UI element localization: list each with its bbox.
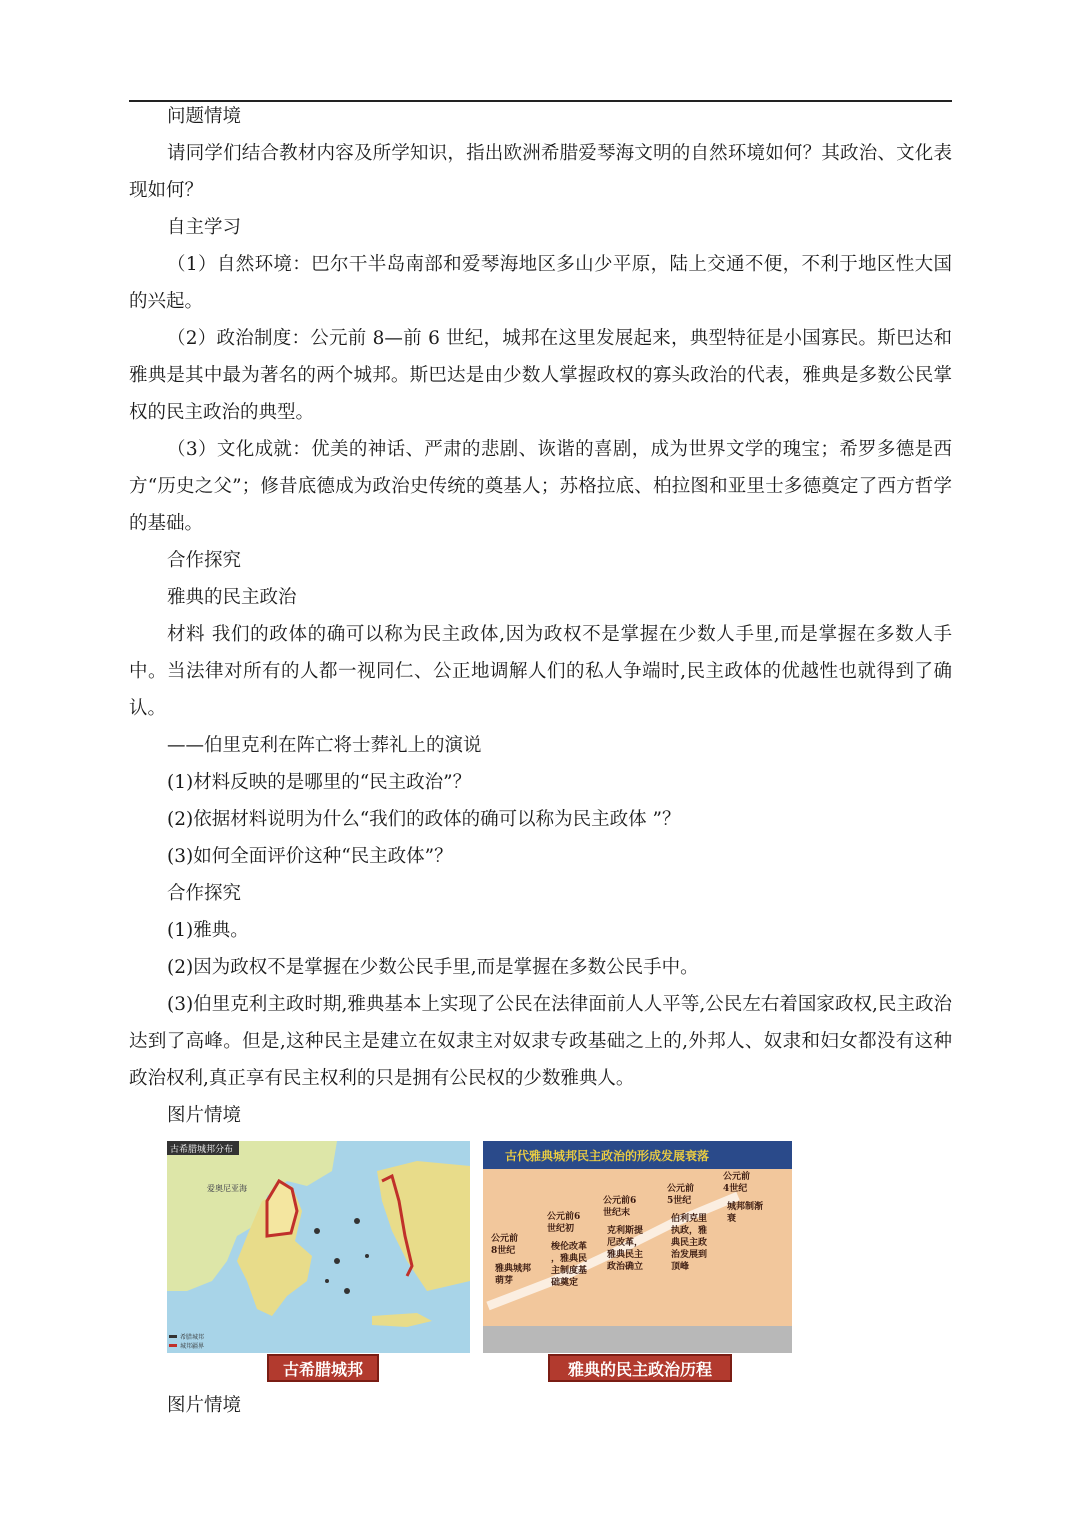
paragraph: 合作探究: [167, 550, 242, 571]
figure-row: [167, 1141, 797, 1386]
paragraph: 材料 我们的政体的确可以称为民主政体,因为政权不是掌握在少数人手里,而是掌握在多数人手中。当法律对所有的人都一视同仁、公正地调解人们的私人争端时,民主政体的优越性也就得到了确认。: [129, 624, 952, 719]
paragraph: (2)因为政权不是掌握在少数公民手里,而是掌握在多数公民手中。: [167, 957, 699, 978]
paragraph: （1）自然环境：巴尔干半岛南部和爱琴海地区多山少平原，陆上交通不便，不利于地区性大国的兴起。: [129, 254, 952, 312]
paragraph: （3）文化成就：优美的神话、严肃的悲剧、诙谐的喜剧，成为世界文学的瑰宝；希罗多德是西方“历史之父”；修昔底德成为政治史传统的奠基人；苏格拉底、柏拉图和亚里士多德奠定了西方哲学的基础。: [129, 439, 952, 534]
paragraph: （2）政治制度：公元前 8—前 6 世纪，城邦在这里发展起来，典型特征是小国寡民。斯巴达和雅典是其中最为著名的两个城邦。斯巴达是由少数人掌握政权的寡头政治的代表，雅典是多数公民掌权的民主政治的典型。: [129, 328, 952, 423]
timeline-stage-event: 克利斯提尼改革，雅典民主政治确立: [607, 1226, 644, 1272]
map-legend-border: 城邦疆界: [180, 1343, 205, 1350]
timeline-stage-period: 公元前6 世纪末: [603, 1196, 637, 1218]
greek-map: [167, 1141, 470, 1353]
timeline-base: [483, 1326, 792, 1353]
footer-heading: 图片情境: [167, 1395, 242, 1416]
timeline-stage-event: 梭伦改革，雅典民主制度基础奠定: [551, 1242, 588, 1288]
paragraph: 合作探究: [167, 883, 242, 904]
paragraph: (2)依据材料说明为什么“我们的政体的确可以称为民主政体 ”？: [167, 809, 681, 830]
map-caption: 古希腊城邦: [267, 1354, 379, 1382]
document-body: [129, 98, 952, 1134]
timeline-stage-period: 公元前 8世纪: [491, 1234, 519, 1256]
timeline-caption: 雅典的民主政治历程: [548, 1354, 732, 1382]
paragraph: (1)雅典。: [167, 920, 249, 941]
timeline-stage-event: 伯利克里执政，雅典民主政治发展到顶峰: [671, 1214, 708, 1272]
paragraph: (3)伯里克利主政时期,雅典基本上实现了公民在法律面前人人平等,公民左右着国家政权,民主政治达到了高峰。但是,这种民主是建立在奴隶主对奴隶专政基础之上的,外邦人、奴隶和妇女都没有这种政治权利,真正享有民主权利的只是拥有公民权的少数雅典人。: [129, 994, 952, 1089]
paragraph: 请同学们结合教材内容及所学知识，指出欧洲希腊爱琴海文明的自然环境如何？其政治、文化表现如何？: [129, 143, 952, 201]
timeline-stage-period: 公元前6 世纪初: [547, 1212, 581, 1234]
map-title: 古希腊城邦分布: [170, 1145, 234, 1155]
paragraph: ——伯里克利在阵亡将士葬礼上的演说: [167, 735, 482, 756]
paragraph: 自主学习: [167, 217, 242, 238]
map-legend-city: 希腊城邦: [180, 1334, 205, 1341]
timeline-stage-period: 公元前 4世纪: [723, 1172, 751, 1194]
paragraph: (3)如何全面评价这种“民主政体”？: [167, 846, 453, 867]
timeline-graphic: [483, 1141, 792, 1353]
paragraph: 图片情境: [167, 1105, 242, 1126]
timeline-stage-event: 雅典城邦萌芽: [495, 1264, 532, 1286]
athens-democracy-timeline-figure: [483, 1141, 792, 1386]
paragraph: (1)材料反映的是哪里的“民主政治”？: [167, 772, 472, 793]
timeline-stage-event: 城邦制渐衰: [727, 1202, 764, 1224]
map-sea-label: 爱奥尼亚海: [207, 1184, 247, 1193]
paragraph: 雅典的民主政治: [167, 587, 297, 608]
timeline-title: 古代雅典城邦民主政治的形成发展衰落: [505, 1149, 710, 1163]
timeline-stage-period: 公元前 5世纪: [667, 1184, 695, 1206]
greek-city-states-map-figure: [167, 1141, 470, 1386]
paragraph: 问题情境: [167, 106, 242, 127]
